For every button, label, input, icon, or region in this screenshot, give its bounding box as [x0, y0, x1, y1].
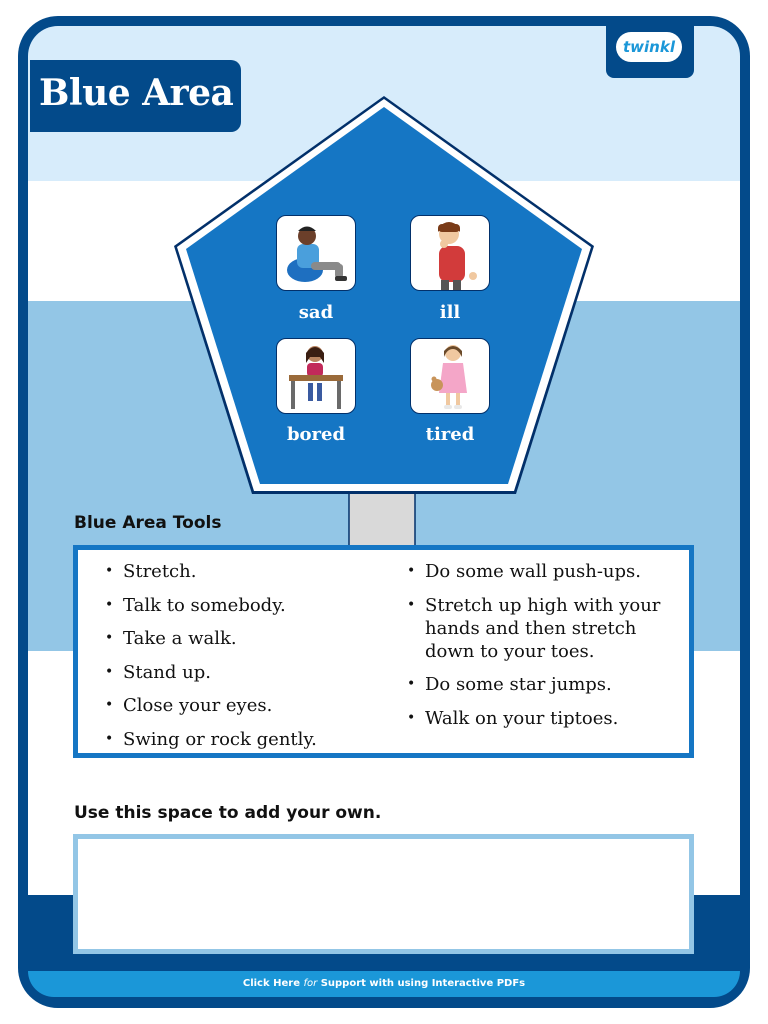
sign-post — [349, 492, 415, 548]
footer-click-text: Click Here — [242, 978, 300, 989]
own-ideas-input[interactable] — [78, 839, 689, 949]
bored-child-icon — [277, 339, 355, 413]
tool-item: • Do some star jumps. — [405, 673, 680, 696]
tools-box — [73, 545, 694, 758]
ill-child-icon — [411, 216, 489, 290]
tools-list-left — [103, 560, 393, 761]
emotion-label-bored: bored — [286, 424, 346, 445]
sign-face — [186, 107, 582, 484]
emotion-label-sad: sad — [298, 302, 334, 323]
own-ideas-heading: Use this space to add your own. — [74, 803, 382, 823]
tired-child-icon — [411, 339, 489, 413]
footer-support-text: Support with using Interactive PDFs — [320, 978, 526, 989]
sad-child-icon — [277, 216, 355, 290]
tools-list-right — [405, 560, 680, 740]
tools-heading: Blue Area Tools — [74, 513, 222, 533]
tool-item: • Stretch. — [103, 560, 393, 583]
tool-item: • Stretch up high with your hands and then stretch down to your toes. — [405, 594, 680, 663]
emotion-label-tired: tired — [425, 424, 475, 445]
sad-card — [276, 215, 356, 291]
tool-item: • Talk to somebody. — [103, 594, 393, 617]
tool-item: • Do some wall push-ups. — [405, 560, 680, 583]
logo-text: twinkl — [623, 38, 675, 56]
tool-item: • Swing or rock gently. — [103, 728, 393, 751]
bored-card — [276, 338, 356, 414]
page-title: Blue Area — [39, 72, 234, 114]
footer-for-text: for — [303, 978, 318, 989]
tool-item: • Take a walk. — [103, 627, 393, 650]
tool-item: • Close your eyes. — [103, 694, 393, 717]
emotion-label-ill: ill — [439, 302, 461, 323]
own-ideas-box — [73, 834, 694, 954]
tool-item: • Walk on your tiptoes. — [405, 707, 680, 730]
ill-card — [410, 215, 490, 291]
tired-card — [410, 338, 490, 414]
tool-item: • Stand up. — [103, 661, 393, 684]
